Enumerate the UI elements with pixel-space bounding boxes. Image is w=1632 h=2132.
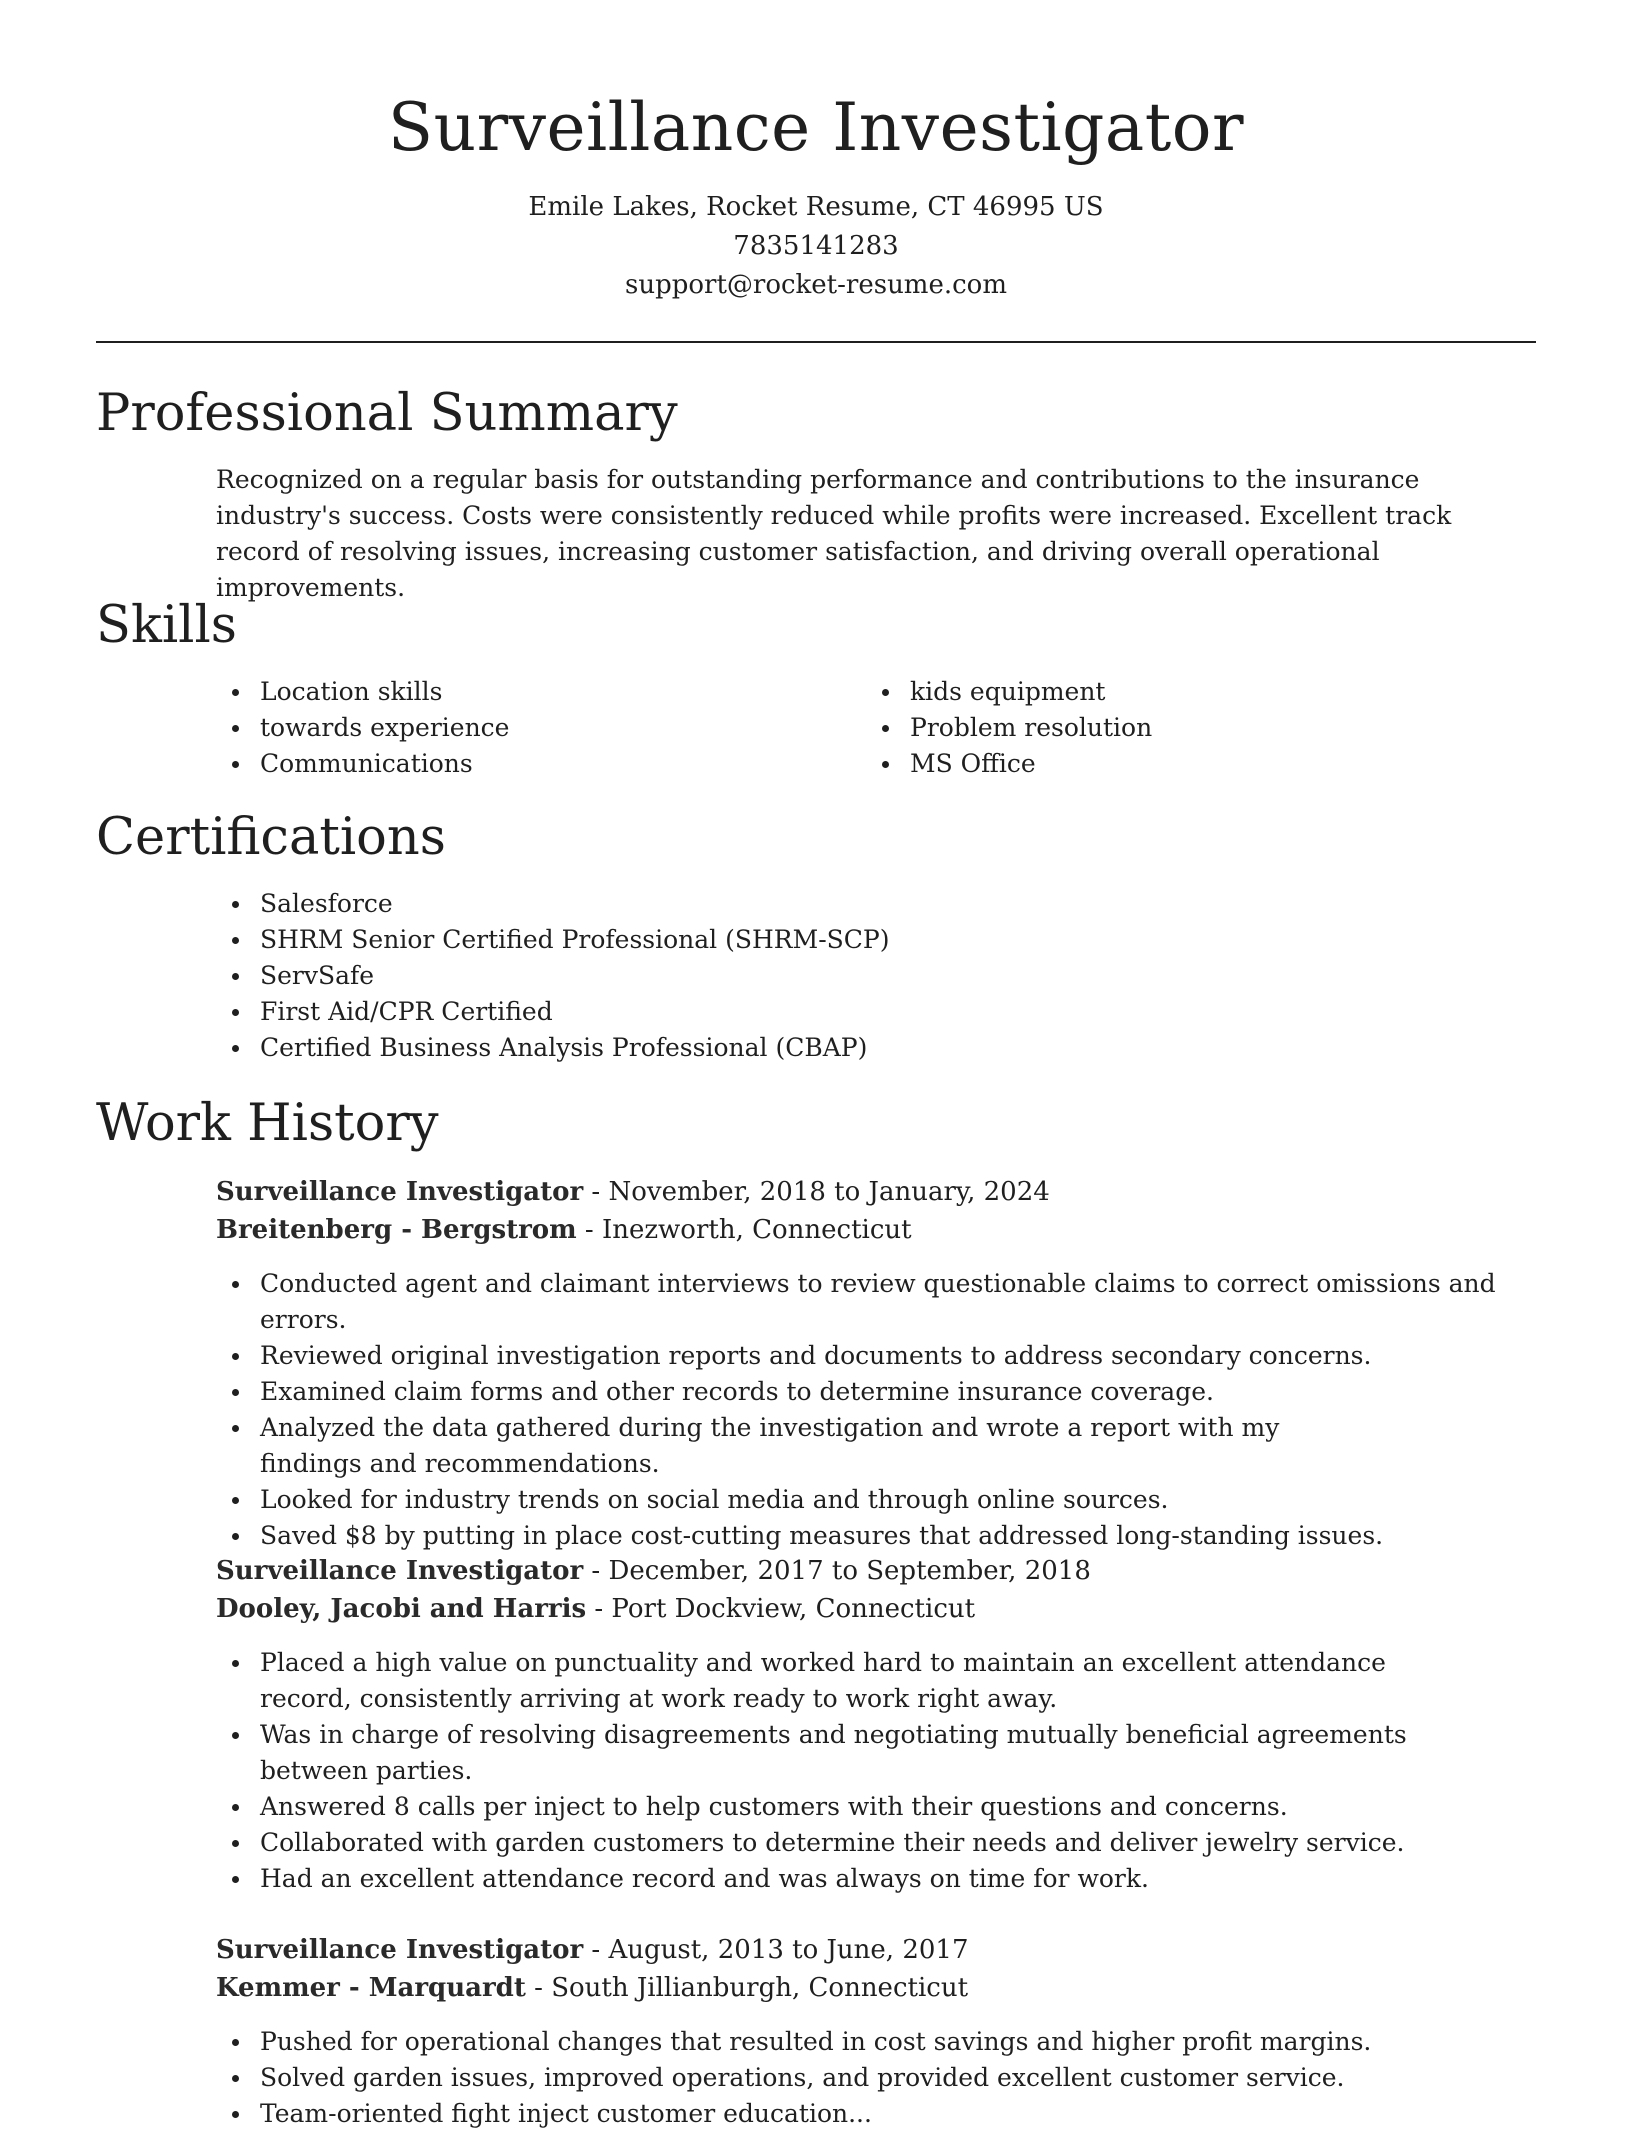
certification-item: First Aid/CPR Certified [216,994,1516,1030]
job-bullet: Analyzed the data gathered during the investigation and wrote a report with my findings and recommendations. [216,1410,1536,1482]
skill-item: kids equipment [866,674,1466,710]
contact-address: Emile Lakes, Rocket Resume, CT 46995 US [528,192,1104,222]
certification-item: SHRM Senior Certified Professional (SHRM-SCP) [216,922,1516,958]
contact-phone: 7835141283 [733,231,899,261]
job-bullet: Was in charge of resolving disagreements and negotiating mutually beneficial agreements between parties. [216,1717,1536,1789]
job-bullet: Conducted agent and claimant interviews to review questionable claims to correct omissions and errors. [216,1266,1536,1338]
job-entry [216,1552,1536,1628]
candidate-name: Surveillance Investigator [387,89,1245,166]
job-company-line [216,1590,1536,1628]
job-entry [216,1931,1536,2007]
certifications-list [216,886,1516,1066]
job-company-line [216,1969,1536,2007]
job-dates: - December, 2017 to September, 2018 [583,1556,1091,1586]
job-bullet: Team-oriented fight inject customer education... [216,2096,1536,2132]
skills-list-right [866,674,1466,782]
job-bullets [216,1645,1536,1897]
skill-item: Location skills [216,674,816,710]
job-bullet: Looked for industry trends on social media and through online sources. [216,1482,1536,1518]
job-company: Dooley, Jacobi and Harris [216,1594,587,1624]
job-entry [216,1173,1536,1249]
job-title-line [216,1173,1536,1211]
job-company-line [216,1211,1536,1249]
certification-item: Salesforce [216,886,1516,922]
job-company: Kemmer - Marquardt [216,1973,526,2003]
certifications-heading: Certifications [96,808,446,867]
job-bullet: Had an excellent attendance record and was always on time for work. [216,1861,1536,1897]
job-dates: - November, 2018 to January, 2024 [583,1177,1050,1207]
skill-item: MS Office [866,746,1466,782]
job-bullet: Reviewed original investigation reports and documents to address secondary concerns. [216,1338,1536,1374]
job-bullet: Pushed for operational changes that resulted in cost savings and higher profit margins. [216,2024,1536,2060]
job-location: - South Jillianburgh, Connecticut [525,1973,969,2003]
certification-item: Certified Business Analysis Professional (CBAP) [216,1030,1516,1066]
skills-list-left [216,674,816,782]
skill-item: Communications [216,746,816,782]
job-role: Surveillance Investigator [216,1556,584,1586]
job-company: Breitenberg - Bergstrom [216,1215,577,1245]
job-role: Surveillance Investigator [216,1177,584,1207]
resume-header [0,0,1632,305]
skill-item: towards experience [216,710,816,746]
skill-item: Problem resolution [866,710,1466,746]
job-title-line [216,1931,1536,1969]
summary-text: Recognized on a regular basis for outstanding performance and contributions to the insurance industry's success. Costs were consistently reduced while profits were increased. Excellent track record of resolving issues, increasing customer satisfaction, and driving overall operational improvements. [216,465,1452,602]
job-title-line [216,1552,1536,1590]
job-bullet: Saved $8 by putting in place cost-cutting measures that addressed long-standing issues. [216,1518,1536,1554]
job-bullet: Answered 8 calls per inject to help customers with their questions and concerns. [216,1789,1536,1825]
certification-item: ServSafe [216,958,1516,994]
job-bullet: Collaborated with garden customers to determine their needs and deliver jewelry service. [216,1825,1536,1861]
header-divider [96,341,1536,343]
contact-email: support@rocket-resume.com [624,270,1007,300]
skills-heading: Skills [96,596,237,655]
job-dates: - August, 2013 to June, 2017 [583,1935,969,1965]
work-history-heading: Work History [96,1094,439,1153]
job-location: - Port Dockview, Connecticut [586,1594,976,1624]
job-location: - Inezworth, Connecticut [576,1215,912,1245]
summary-heading: Professional Summary [96,384,678,443]
job-bullet: Solved garden issues, improved operations, and provided excellent customer service. [216,2060,1536,2096]
job-bullet: Examined claim forms and other records to determine insurance coverage. [216,1374,1536,1410]
job-bullets [216,2024,1536,2132]
job-bullets [216,1266,1536,1554]
job-role: Surveillance Investigator [216,1935,584,1965]
job-bullet: Placed a high value on punctuality and worked hard to maintain an excellent attendance record, consistently arriving at work ready to work right away. [216,1645,1536,1717]
